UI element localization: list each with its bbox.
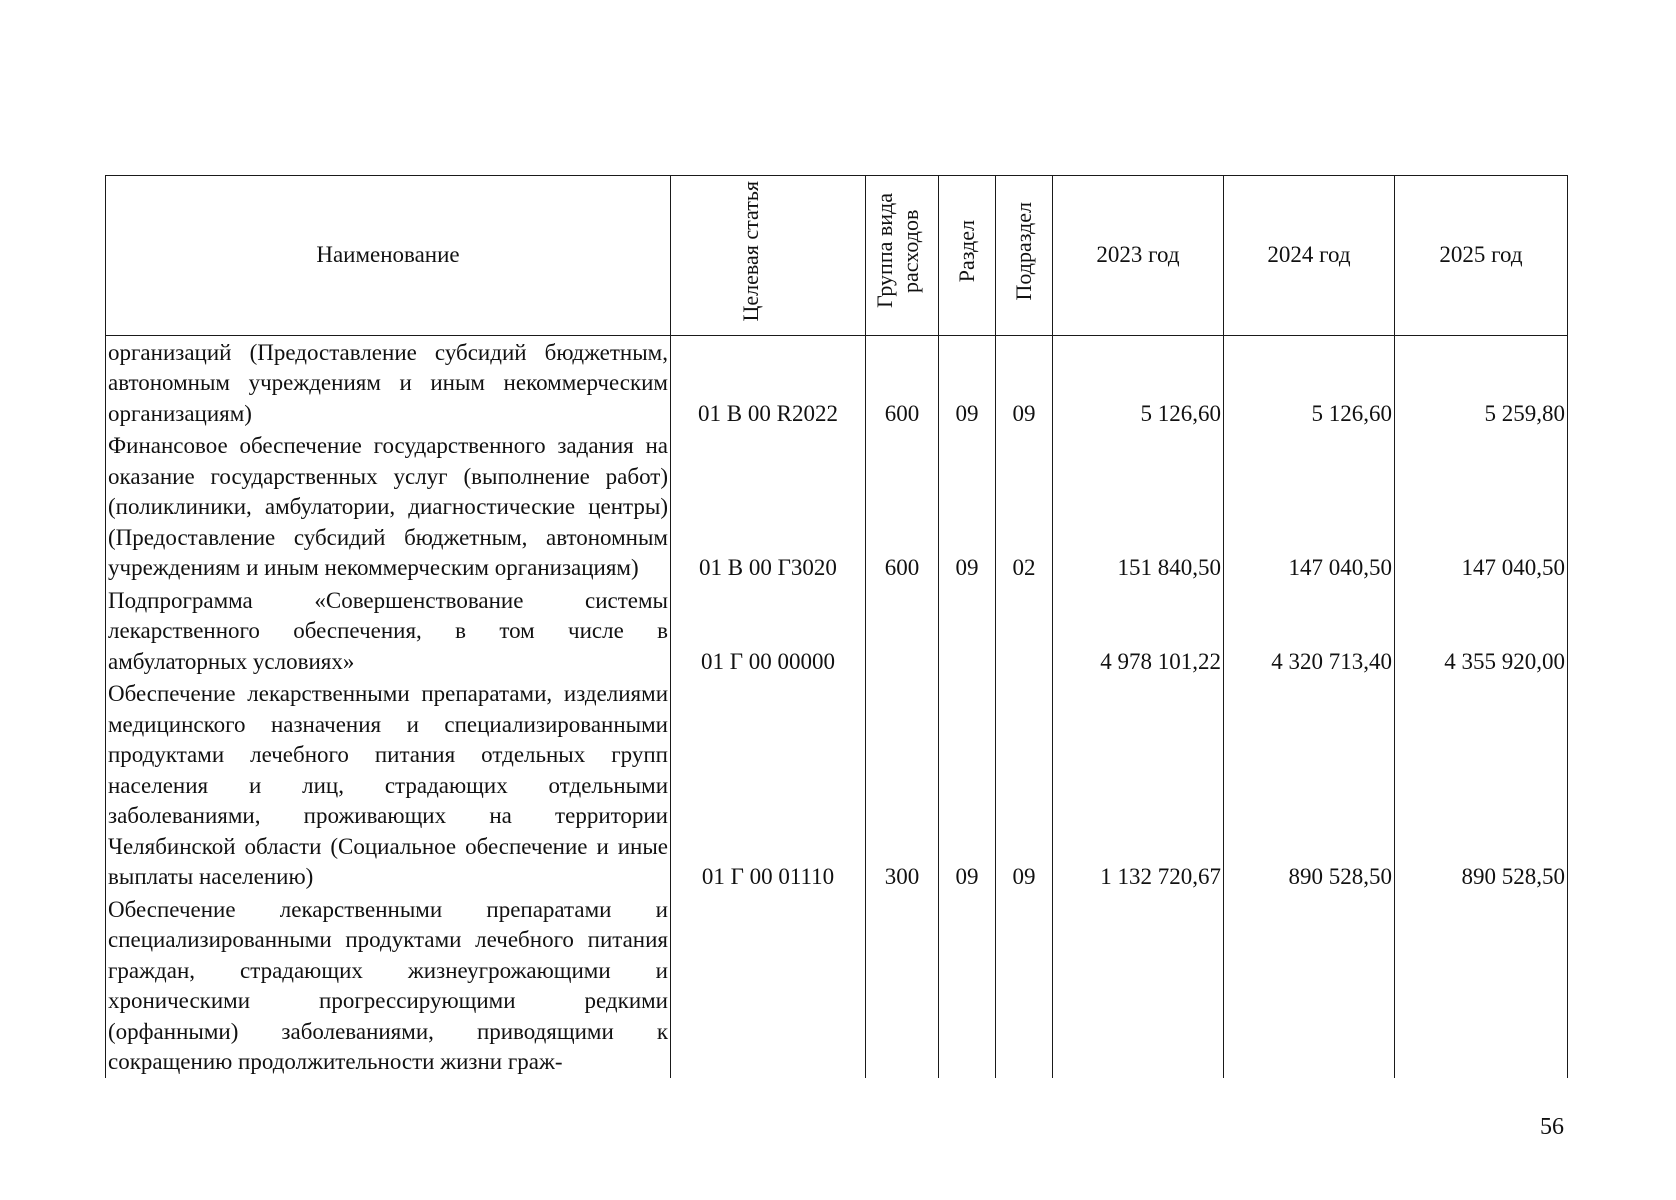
row-2023: 4 978 101,22 bbox=[1053, 584, 1224, 678]
table-row bbox=[106, 584, 1568, 678]
row-2023: 1 132 720,67 bbox=[1053, 677, 1224, 893]
row-2024: 890 528,50 bbox=[1224, 677, 1395, 893]
row-name: Обеспечение лекарственными препаратами, изделиями медицинского назначения и специализированными продуктами лечебного питания отдельных групп населения и лиц, страдающих отдельными заболеваниями, проживающих на территории Челябинской области (Социальное обеспечение и иные выплаты населению) bbox=[106, 677, 671, 893]
row-2025 bbox=[1395, 893, 1568, 1078]
header-section: Раздел bbox=[939, 176, 996, 336]
row-code bbox=[671, 893, 866, 1078]
row-subsection: 09 bbox=[996, 677, 1053, 893]
row-2025: 147 040,50 bbox=[1395, 429, 1568, 584]
row-2024: 4 320 713,40 bbox=[1224, 584, 1395, 678]
header-year-2024: 2024 год bbox=[1224, 176, 1395, 336]
row-section bbox=[939, 584, 996, 678]
table-row bbox=[106, 429, 1568, 584]
table-row bbox=[106, 335, 1568, 429]
row-subsection bbox=[996, 584, 1053, 678]
row-code: 01 В 00 R2022 bbox=[671, 335, 866, 429]
row-section: 09 bbox=[939, 677, 996, 893]
table-body bbox=[106, 335, 1568, 1078]
row-name: Финансовое обеспечение государственного задания на оказание государственных услуг (выполнение работ) (поликлиники, амбулатории, диагностические центры) (Предоставление субсидий бюджетным, автономным учреждениям и иным некоммерческим организациям) bbox=[106, 429, 671, 584]
row-group: 600 bbox=[866, 335, 939, 429]
header-target-article: Целевая статья bbox=[671, 176, 866, 336]
row-section: 09 bbox=[939, 429, 996, 584]
header-year-2023: 2023 год bbox=[1053, 176, 1224, 336]
row-name: организаций (Предоставление субсидий бюджетным, автономным учреждениям и иным некоммерческим организациям) bbox=[106, 335, 671, 429]
row-subsection: 02 bbox=[996, 429, 1053, 584]
table-row bbox=[106, 677, 1568, 893]
row-group bbox=[866, 584, 939, 678]
row-2025: 4 355 920,00 bbox=[1395, 584, 1568, 678]
header-year-2025: 2025 год bbox=[1395, 176, 1568, 336]
row-code: 01 Г 00 01110 bbox=[671, 677, 866, 893]
row-group: 300 bbox=[866, 677, 939, 893]
row-code: 01 В 00 Г3020 bbox=[671, 429, 866, 584]
row-subsection bbox=[996, 893, 1053, 1078]
row-2024 bbox=[1224, 893, 1395, 1078]
budget-table bbox=[105, 175, 1568, 1078]
table-row bbox=[106, 893, 1568, 1078]
row-2023 bbox=[1053, 893, 1224, 1078]
row-2025: 5 259,80 bbox=[1395, 335, 1568, 429]
row-2025: 890 528,50 bbox=[1395, 677, 1568, 893]
page-number: 56 bbox=[1540, 1114, 1564, 1140]
header-name: Наименование bbox=[106, 176, 671, 336]
header-expense-group: Группа вида расходов bbox=[866, 176, 939, 336]
row-section bbox=[939, 893, 996, 1078]
row-2023: 151 840,50 bbox=[1053, 429, 1224, 584]
header-row bbox=[106, 176, 1568, 336]
row-code: 01 Г 00 00000 bbox=[671, 584, 866, 678]
row-2024: 147 040,50 bbox=[1224, 429, 1395, 584]
row-section: 09 bbox=[939, 335, 996, 429]
row-name: Подпрограмма «Совершенствование системы лекарственного обеспечения, в том числе в амбулаторных условиях» bbox=[106, 584, 671, 678]
row-subsection: 09 bbox=[996, 335, 1053, 429]
row-group bbox=[866, 893, 939, 1078]
row-2023: 5 126,60 bbox=[1053, 335, 1224, 429]
row-group: 600 bbox=[866, 429, 939, 584]
row-2024: 5 126,60 bbox=[1224, 335, 1395, 429]
row-name: Обеспечение лекарственными препаратами и специализированными продуктами лечебного питания граждан, страдающих жизнеугрожающими и хроническими прогрессирующими редкими (орфанными) заболеваниями, приводящими к сокращению продолжительности жизни граж- bbox=[106, 893, 671, 1078]
header-subsection: Подраздел bbox=[996, 176, 1053, 336]
